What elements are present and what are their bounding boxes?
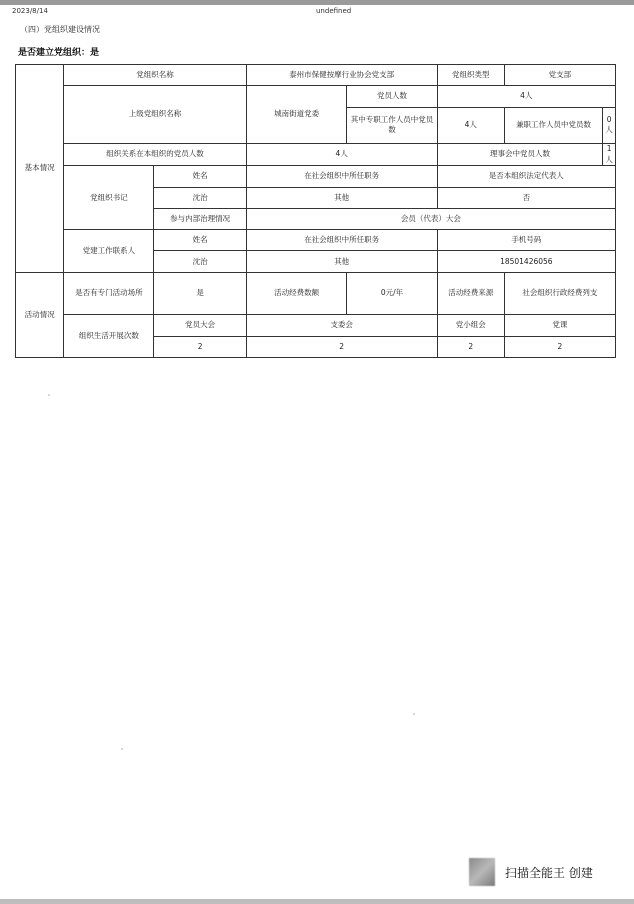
- party-building-table: [15, 64, 616, 358]
- meeting-label-group: 党小组会: [437, 315, 504, 336]
- basic-info-label: 基本情况: [16, 65, 64, 273]
- meeting-label-members: 党员大会: [154, 315, 246, 336]
- member-count-label: 党员人数: [347, 86, 437, 107]
- org-type-label: 党组织类型: [437, 65, 504, 86]
- meeting-count-group: 2: [437, 336, 504, 357]
- parent-org-label: 上级党组织名称: [64, 86, 247, 143]
- funds-source-value: 社会组织行政经费列支: [504, 272, 615, 315]
- venue-value: 是: [154, 272, 246, 315]
- print-header-title: undefined: [316, 7, 352, 15]
- contact-phone-label: 手机号码: [437, 230, 615, 251]
- parent-org-value: 城南街道党委: [246, 86, 347, 143]
- scan-top-edge: [0, 0, 634, 5]
- venue-label: 是否有专门活动场所: [64, 272, 154, 315]
- contact-position: 其他: [246, 251, 437, 272]
- meeting-label-committee: 支委会: [246, 315, 437, 336]
- secretary-name-label: 姓名: [154, 166, 246, 187]
- meeting-count-lecture: 2: [504, 336, 615, 357]
- funds-amount-label: 活动经费数额: [246, 272, 347, 315]
- secretary-position-label: 在社会组织中所任职务: [246, 166, 437, 187]
- print-date: 2023/8/14: [12, 7, 48, 15]
- fulltime-members-label: 其中专职工作人员中党员数: [347, 107, 437, 143]
- meeting-count-members: 2: [154, 336, 246, 357]
- parttime-members-label: 兼职工作人员中党员数: [504, 107, 603, 143]
- contact-label: 党建工作联系人: [64, 230, 154, 273]
- section-title: （四）党组织建设情况: [20, 25, 100, 34]
- governance-label: 参与内部治理情况: [154, 208, 246, 229]
- life-count-label: 组织生活开展次数: [64, 315, 154, 358]
- council-members-value: 1人: [603, 143, 616, 166]
- secretary-legal-rep-label: 是否本组织法定代表人: [437, 166, 615, 187]
- meeting-count-committee: 2: [246, 336, 437, 357]
- scan-speck: [121, 748, 123, 750]
- parttime-members-value: 0人: [603, 107, 616, 143]
- contact-name-label: 姓名: [154, 230, 246, 251]
- party-org-established: 是否建立党组织：是: [18, 48, 100, 58]
- member-count-value: 4人: [437, 86, 615, 107]
- contact-position-label: 在社会组织中所任职务: [246, 230, 437, 251]
- org-name-value: 泰州市保健按摩行业协会党支部: [246, 65, 437, 86]
- org-name-label: 党组织名称: [64, 65, 247, 86]
- scan-speck: [413, 713, 415, 715]
- org-type-value: 党支部: [504, 65, 615, 86]
- scanner-watermark: 扫描全能王 创建: [505, 866, 593, 880]
- secretary-name: 沈治: [154, 187, 246, 208]
- fulltime-members-value: 4人: [437, 107, 504, 143]
- meeting-label-lecture: 党课: [504, 315, 615, 336]
- scan-speck: [48, 394, 50, 396]
- rel-members-value: 4人: [246, 143, 437, 166]
- scanner-logo-icon: [469, 858, 495, 886]
- governance-value: 会员（代表）大会: [246, 208, 615, 229]
- funds-amount-value: 0元/年: [347, 272, 437, 315]
- contact-phone: 18501426056: [437, 251, 615, 272]
- secretary-position: 其他: [246, 187, 437, 208]
- council-members-label: 理事会中党员人数: [437, 143, 603, 166]
- contact-name: 沈治: [154, 251, 246, 272]
- activity-info-label: 活动情况: [16, 272, 64, 357]
- rel-members-label: 组织关系在本组织的党员人数: [64, 143, 247, 166]
- secretary-legal-rep: 否: [437, 187, 615, 208]
- scan-bottom-edge: [0, 899, 634, 904]
- secretary-label: 党组织书记: [64, 166, 154, 230]
- funds-source-label: 活动经费来源: [437, 272, 504, 315]
